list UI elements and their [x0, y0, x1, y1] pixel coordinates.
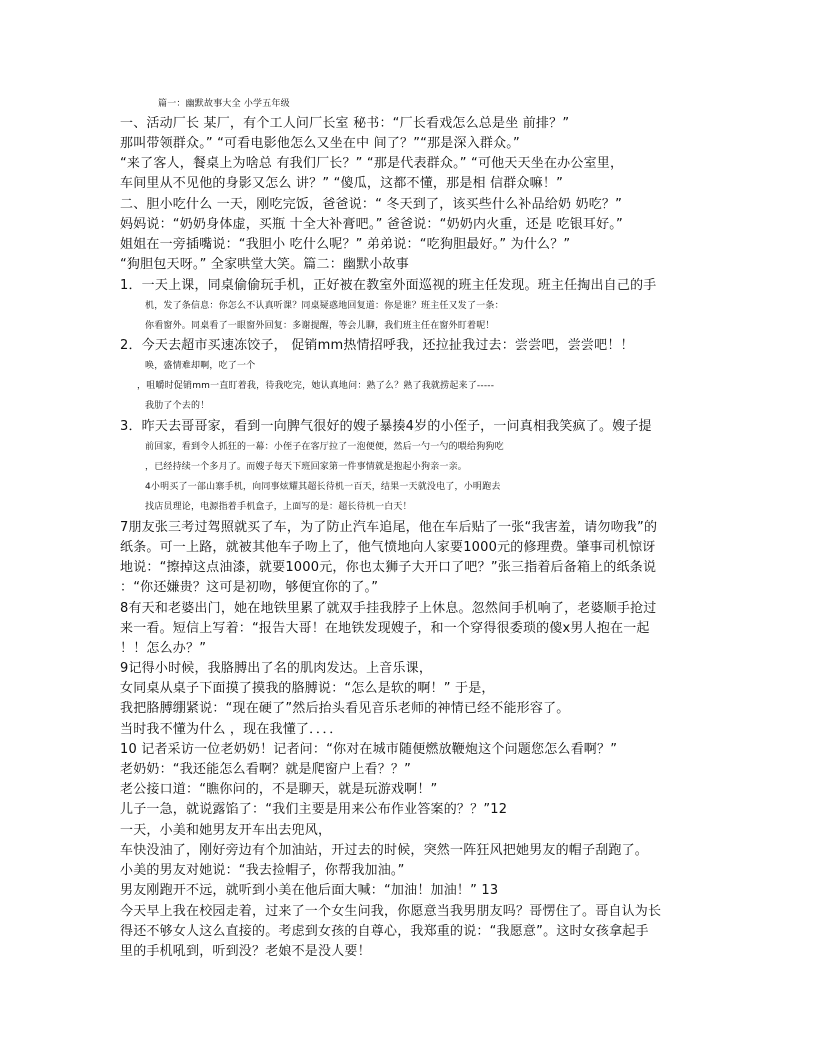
- story-2-line: 我肋了个去的！: [145, 401, 210, 411]
- text-line: 妈妈说：“奶奶身体虚，买瓶 十全大补膏吧。” 爸爸说：“奶奶内火重，还是 吃银耳好。”: [120, 217, 623, 232]
- story-7-line: 地说：“擦掉这点油漆，就要1000元，你也太狮子大开口了吧？”张三指着后备箱上的纸条说: [120, 560, 657, 575]
- story-9-line: 我把胳膊绷紧说：“现在硬了”然后抬头看见音乐老师的神情已经不能形容了。: [120, 701, 570, 716]
- story-12-line: 男友刚跑开不远，就听到小美在他后面大喊：“加油！加油！” 13: [120, 883, 499, 898]
- story-2-line: 2．今天去超市买速冻饺子， 促销mm热情招呼我，还拉扯我过去：尝尝吧，尝尝吧！！: [120, 338, 634, 353]
- story-13-line: 今天早上我在校园走着，过来了一个女生问我，你愿意当我男朋友吗？哥愣住了。哥自认为长: [120, 904, 662, 919]
- story-10-line: 10 记者采访一位老奶奶！记者问：“你对在城市随便燃放鞭炮这个问题您怎么看啊？”: [120, 742, 618, 757]
- story-1-line: 机，发了条信息：你怎么不认真听课？同桌疑惑地回复道：你是谁？班主任又发了一条：: [145, 301, 504, 311]
- story-9-line: 当时我不懂为什么 ，现在我懂了．．．．: [120, 722, 343, 737]
- story-1-line: 1．一天上课，同桌偷偷玩手机，正好被在教室外面巡视的班主任发现。班主任掏出自己的手: [120, 278, 657, 293]
- story-13-line: 得还不够女人这么直接的。考虑到女孩的自尊心，我郑重的说：“我愿意”。这时女孩拿起手: [120, 924, 649, 939]
- story-4-line: 4小明买了一部山寨手机，向同事炫耀其超长待机一百天，结果一天就没电了，小明跑去: [145, 482, 501, 492]
- story-9-line: 女同桌从桌子下面摸了摸我的胳膊说：“怎么是软的啊！” 于是，: [120, 681, 495, 696]
- story-8-line: ！！怎么办？”: [120, 641, 207, 656]
- story-8-line: 来一看。短信上写着：“报告大哥！在地铁发现嫂子，和一个穿得很委琐的傻x男人抱在一起: [120, 621, 650, 636]
- story-10-line: 老公接口道：“瞧你问的，不是聊天，就是玩游戏啊！”: [120, 782, 438, 797]
- text-line: “狗胆包天呀。” 全家哄堂大笑。篇二：幽默小故事: [120, 257, 409, 272]
- story-4-line: 找店员理论，电源指着手机盒子，上面写的是：超长待机一白天！: [145, 502, 412, 512]
- story-7-line: 纸条。可一上路，就被其他车子吻上了，他气愤地向人家要1000元的修理费。肇事司机惊讶: [120, 540, 656, 555]
- text-line: 那叫带领群众。” “可看电影他怎么又坐在中 间了？”“那是深入群众。”: [120, 136, 520, 151]
- story-10-line: 老奶奶：“我还能怎么看啊？就是爬窗户上看？？”: [120, 762, 412, 777]
- text-line: “来了客人，餐桌上为啥总 有我们厂长？” “那是代表群众。” “可他天天坐在办公室里，: [120, 156, 624, 171]
- story-1-line: 你看窗外。同桌看了一眼窗外回复：多谢提醒，等会儿聊，我们班主任在窗外盯着呢！: [145, 321, 495, 331]
- text-line: 姐姐在一旁插嘴说：“我胆小 吃什么呢？” 弟弟说：“吃狗胆最好。” 为什么？”: [120, 237, 571, 252]
- story-8-line: 8有天和老婆出门，她在地铁里累了就双手挂我脖子上休息。忽然间手机响了，老婆顺手抢过: [120, 601, 657, 616]
- story-2-line: ，咀嚼时促销mm一直盯着我，待我吃完，她认真地问：熟了么？熟了我就捞起来了-----: [137, 381, 495, 391]
- story-9-line: 9记得小时候，我胳膊出了名的肌肉发达。上音乐课，: [120, 661, 433, 676]
- story-7-line: 7朋友张三考过驾照就买了车，为了防止汽车追尾，他在车后贴了一张“我害羞，请勿吻我”的: [120, 520, 658, 535]
- story-7-line: ：“你还嫌贵？这可是初吻，够便宜你的了。”: [120, 580, 379, 595]
- text-line: 二、胆小吃什么 一天，刚吃完饭，爸爸说：“ 冬天到了，该买些什么补品给奶 奶吃？”: [120, 197, 623, 212]
- story-13-line: 里的手机吼到，听到没？老娘不是没人要！: [120, 944, 371, 959]
- story-12-line: 一天，小美和她男友开车出去兜风，: [120, 823, 332, 838]
- story-12-line: 车快没油了，刚好旁边有个加油站，开过去的时候，突然一阵狂风把她男友的帽子刮跑了。: [120, 843, 649, 858]
- story-10-line: 儿子一急，就说露馅了：“我们主要是用来公布作业答案的？？”12: [120, 802, 508, 817]
- text-line: 车间里从不见他的身影又怎么 讲？” “傻瓜，这都不懂，那是相 信群众嘛！”: [120, 176, 564, 191]
- story-12-line: 小美的男友对她说：“我去捡帽子，你帮我加油。”: [120, 863, 405, 878]
- story-3-line: 前回家，看到令人抓狂的一幕：小侄子在客厅拉了一泡便便，然后一勺一勺的喂给狗狗吃: [145, 442, 504, 452]
- document-title: 篇一：幽默故事大全 小学五年级: [158, 99, 290, 109]
- story-3-line: ，已经持续一个多月了。而嫂子每天下班回家第一件事情就是抱起小狗亲一亲。: [145, 462, 468, 472]
- text-line: 一、活动厂长 某厂，有个工人问厂长室 秘书：“厂长看戏怎么总是坐 前排？”: [120, 116, 570, 131]
- story-3-line: 3．昨天去哥哥家，看到一向脾气很好的嫂子暴揍4岁的小侄子，一问真相我笑疯了。嫂子提: [120, 419, 652, 434]
- story-2-line: 唤，盛情难却啊，吃了一个: [145, 361, 256, 371]
